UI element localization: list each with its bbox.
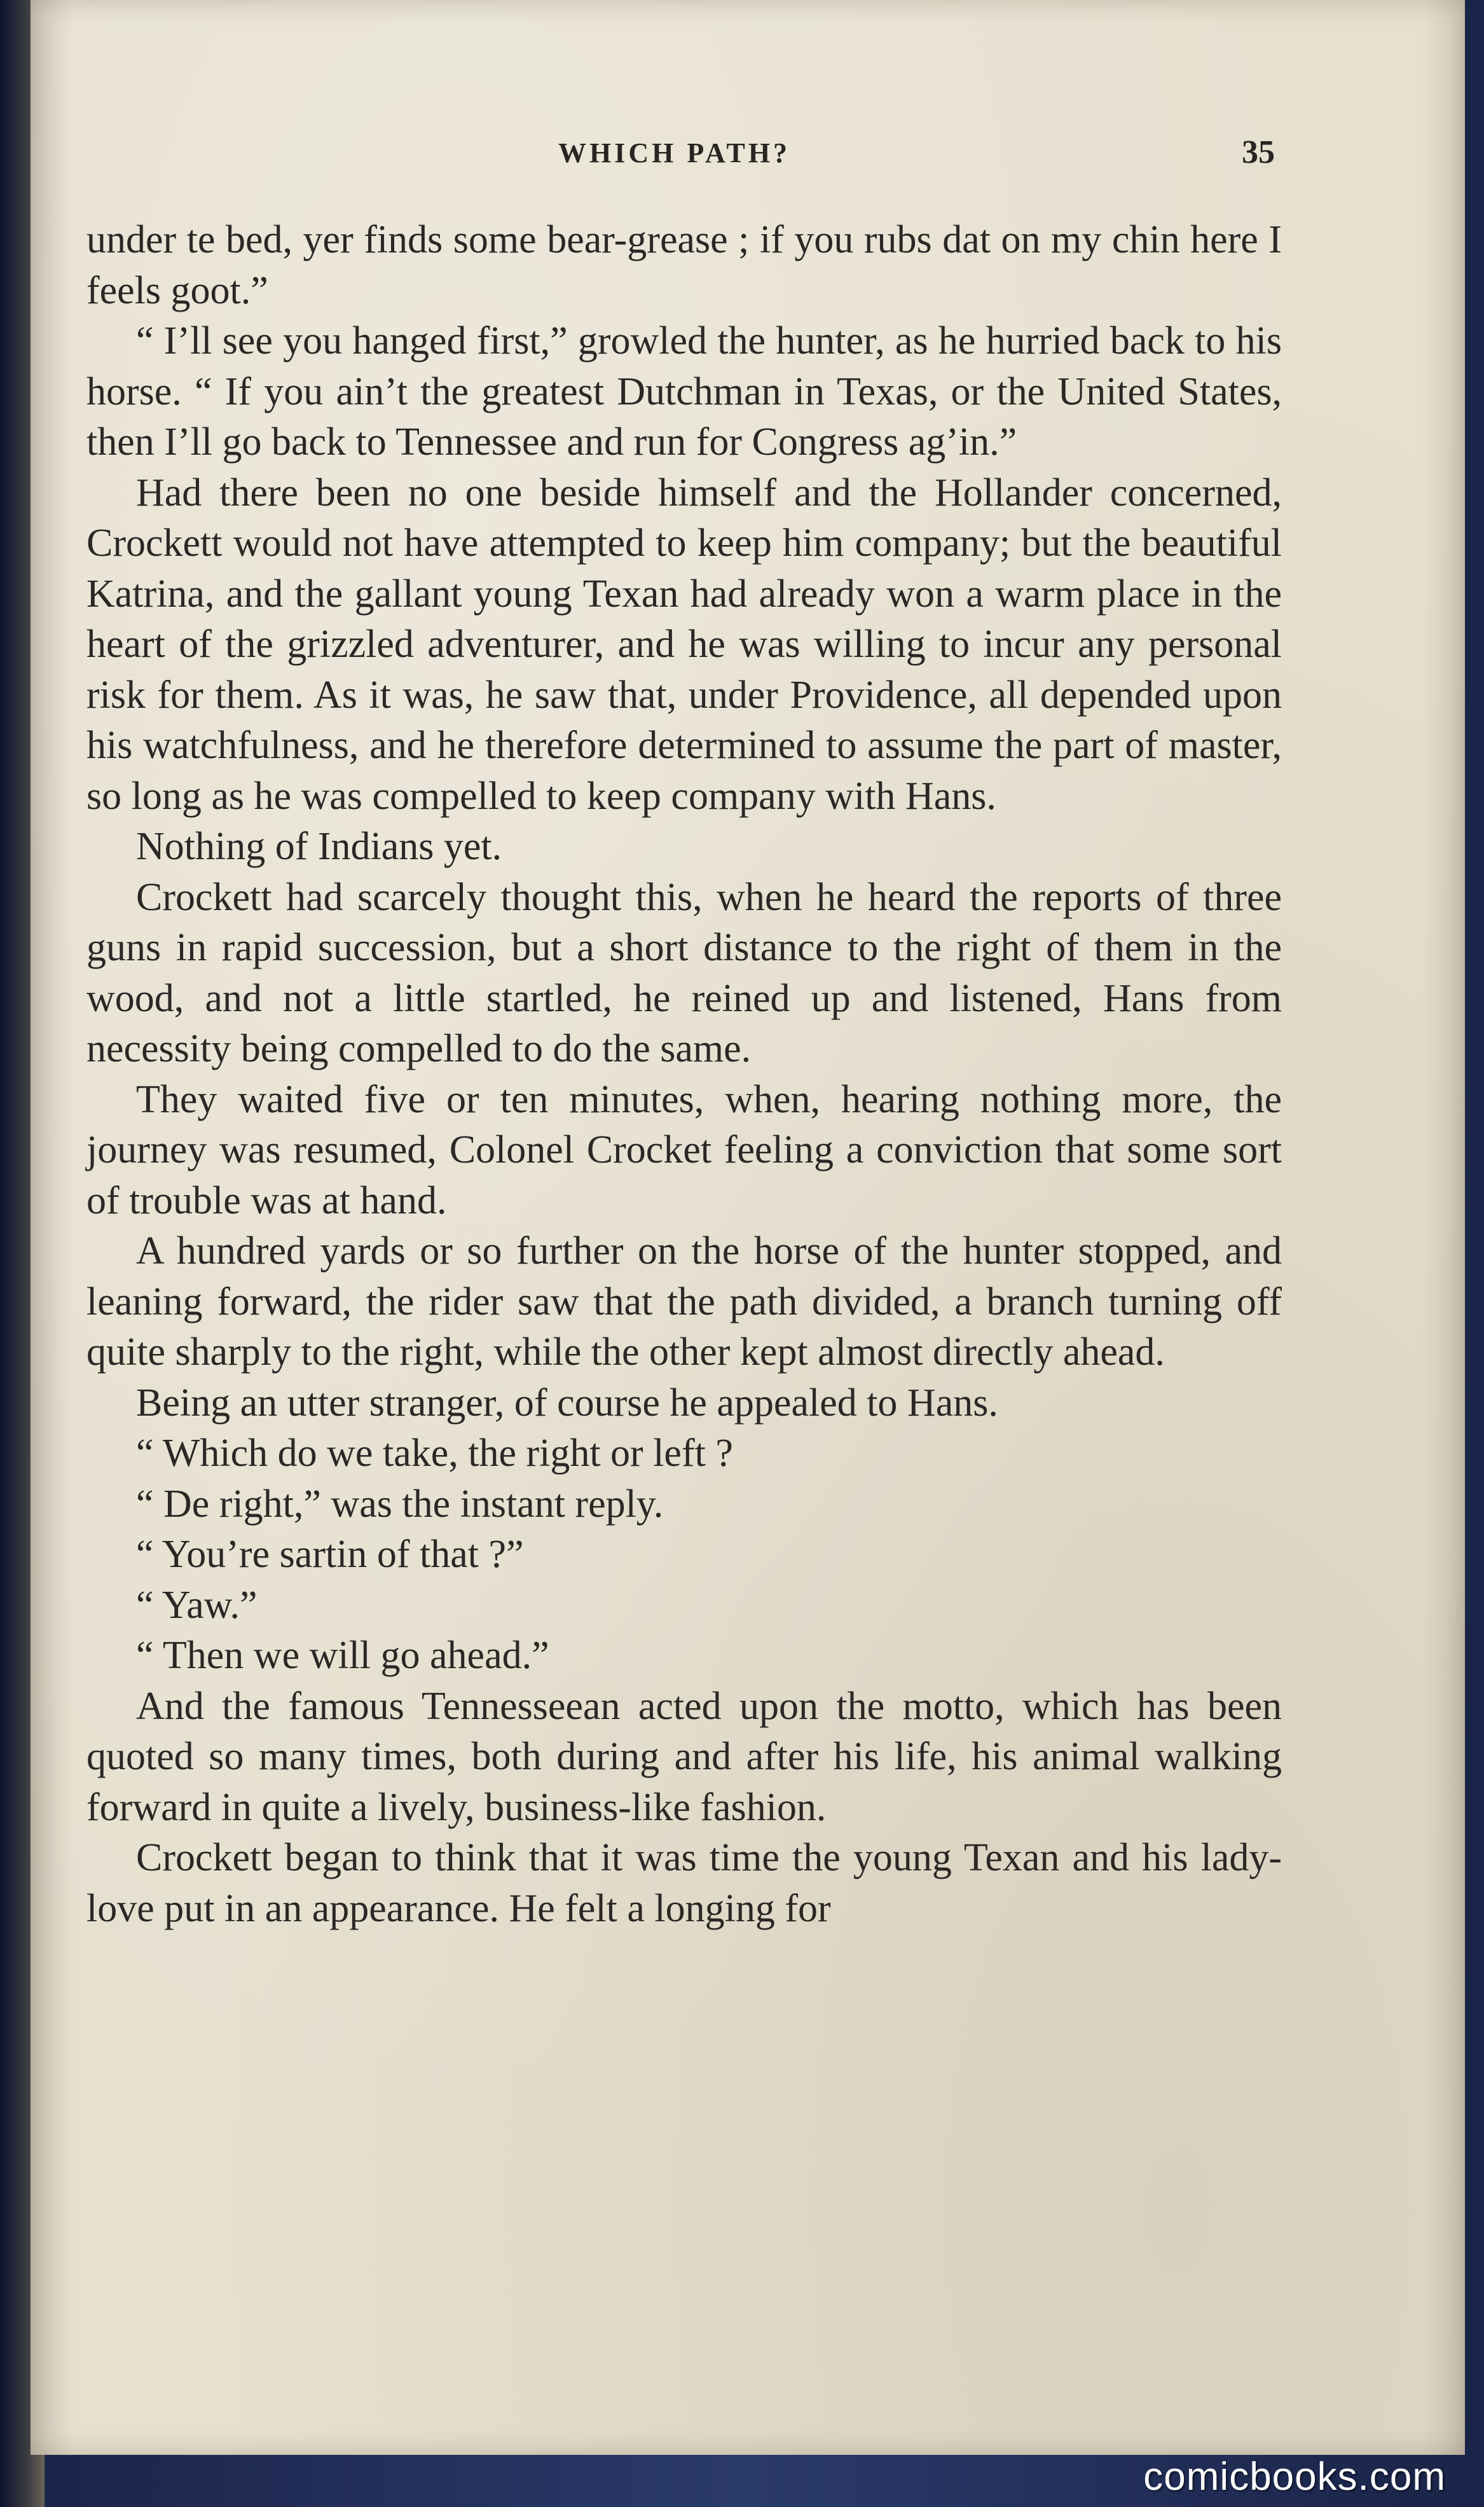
paragraph: And the famous Tennesseean acted upon the motto, which has been quoted so many times, both during and after his life, his animal walking forward in quite a lively, business-like fashion. — [86, 1684, 1282, 1829]
paragraph: They waited five or ten minutes, when, hearing nothing more, the journey was resumed, Colonel Crocket feeling a conviction that some sort of trouble was at hand. — [86, 1077, 1282, 1222]
dialogue-line: “ Then we will go ahead.” — [136, 1634, 549, 1677]
paragraph: Crockett had scarcely thought this, when he heard the reports of three guns in rapid succession, but a short distance to the right of them in the wood, and not a little startled, he reined up and listened, Hans from necessity being compelled to do the same. — [86, 875, 1282, 1070]
watermark: comicbooks.com — [1143, 2455, 1446, 2499]
book-page — [31, 0, 1465, 2455]
paragraph: Nothing of Indians yet. — [136, 825, 502, 868]
paragraph: A hundred yards or so further on the horse of the hunter stopped, and leaning forward, the rider saw that the path divided, a branch turning off quite sharply to the right, while the other kept almost directly ahead. — [86, 1229, 1282, 1374]
dialogue-line: “ De right,” was the instant reply. — [136, 1482, 664, 1526]
paragraph: “ I’ll see you hanged first,” growled the hunter, as he hurried back to his horse. “ If you ain’t the greatest Dutchman in Texas, or the United States, then I’ll go back to Tennessee and run for Congress ag’in.” — [86, 319, 1282, 464]
paragraph: Had there been no one beside himself and the Hollander concerned, Crockett would not have attempted to keep him company; but the beautiful Katrina, and the gallant young Texan had already won a warm place in the heart of the grizzled adventurer, and he was willing to incur any personal risk for them. As it was, he saw that, under Providence, all depended upon his watchfulness, and he therefore determined to assume the part of master, so long as he was compelled to keep company with Hans. — [86, 471, 1282, 818]
page-number: 35 — [1242, 134, 1275, 170]
paragraph: Being an utter stranger, of course he appealed to Hans. — [136, 1381, 998, 1425]
body-text — [86, 215, 1282, 1934]
dialogue-line: “ You’re sartin of that ?” — [136, 1533, 524, 1576]
paragraph: Crockett began to think that it was time the young Texan and his lady-love put in an appearance. He felt a longing for — [86, 1836, 1282, 1930]
dialogue-line: “ Which do we take, the right or left ? — [136, 1432, 733, 1475]
paragraph: under te bed, yer finds some bear-grease ; if you rubs dat on my chin here I feels goot.” — [86, 218, 1282, 312]
running-head: WHICH PATH? — [558, 137, 791, 169]
dialogue-line: “ Yaw.” — [136, 1583, 258, 1627]
